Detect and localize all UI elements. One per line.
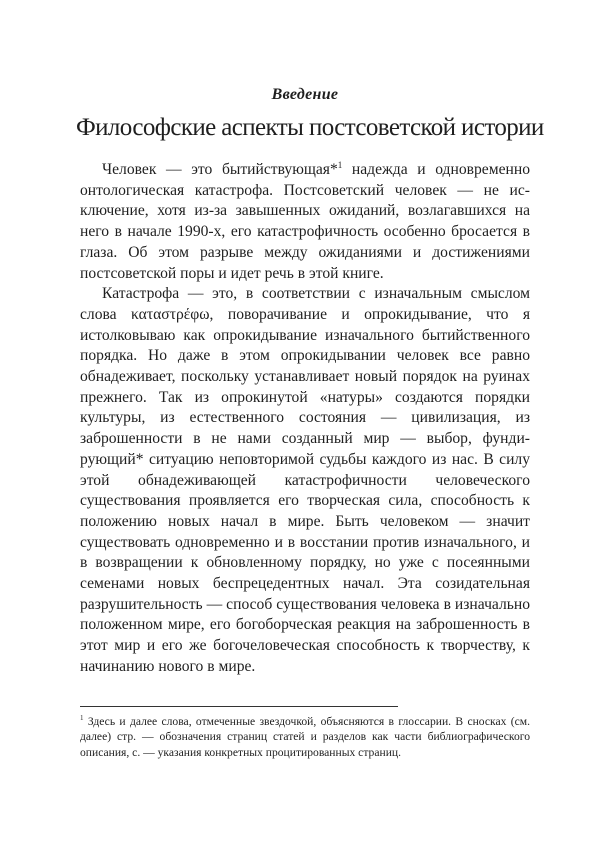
footnote-text: Здесь и далее слова, отмеченные звездочкой, объясняются в глоссарии. В сносках (см. далее) стр. — обозначения страниц статей и разделов как части библиографического описания, с. — указания конкретных процитированных страниц. (80, 715, 530, 759)
footnote-reference[interactable]: 1 (337, 159, 343, 170)
chapter-title: Философские аспекты постсоветской истории (76, 114, 544, 141)
glossary-star: * (329, 161, 338, 178)
paragraph-2: Катастрофа — это, в соответствии с изначальным смыслом слова καταστρέφω, поворачивание и опрокидывание, что я истолковываю как опрокидывание изначального бытийственного порядка. Но даже в этом опрокидывании человек все равно обнадеживает, поскольку устанавливает новый порядок на руинах прежнего. Так из опрокинутой «натуры» создаются порядки культуры, из естественного состояния — цивилизация, из заброшенности в не нами созданный мир — выбор, фундирующий* ситуацию неповторимой судьбы каждого из нас. В силу этой обнадеживающей катастрофичности человеческого существования проявляется его творческая сила, способность к положению новых начал в мире. Быть человеком — значит существовать одновременно и в восстании против изначального, и в возвращении к обновленному порядку, но уже с посеянными семенами новых беспрецедентных начал. Эта созидательная разрушительность — способ существования человека в изначально положенном мире, его богоборческая реакция на заброшенность в этот мир и его же богочеловеческая способность к творчеству, к начинанию нового в мире. (80, 285, 530, 675)
main-text (80, 160, 530, 678)
footnote-number: 1 (80, 714, 84, 723)
footnote-divider (80, 706, 398, 707)
section-label: Введение (271, 86, 339, 103)
paragraph-1-rest: надежда и одновременно онтологическая катастрофа. Постсоветский человек — не исключение, хотя из-за завышенных ожиданий, возлагавшихся на него в начале 1990-х, его катастрофичность особенно бросается в глаза. Об этом разрыве между ожиданиями и достижениями постсоветской поры и идет речь в этой книге. (80, 161, 530, 282)
paragraph-1 (80, 160, 530, 284)
footnote (80, 714, 530, 760)
paragraph-1-start: Человек — это бытийствующая (102, 161, 330, 178)
book-page (76, 0, 544, 842)
